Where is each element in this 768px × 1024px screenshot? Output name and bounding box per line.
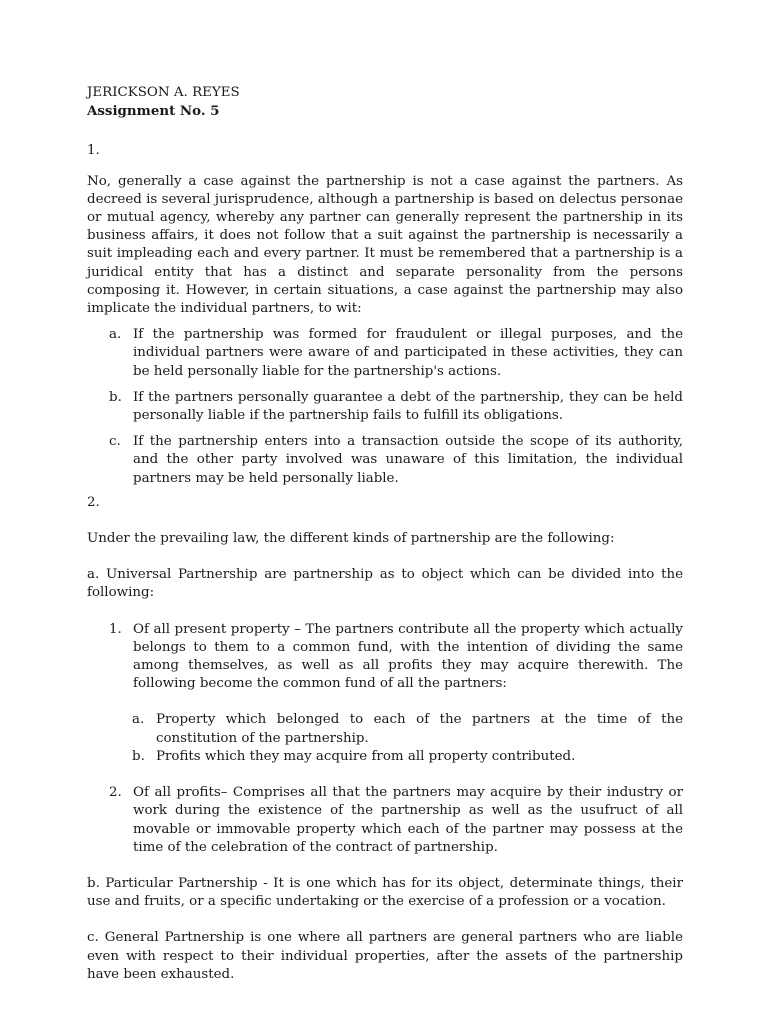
- question-1-list: [87, 326, 683, 488]
- universal-partnership-intro: a. Universal Partnership are partnership as to object which can be divided into the following:: [87, 567, 683, 601]
- document-page: [87, 84, 683, 984]
- list-item: [87, 711, 683, 747]
- particular-partnership: b. Particular Partnership - It is one which has for its object, determinate things, their use and fruits, or a specific undertaking or the exercise of a profession or a vocation.: [87, 875, 683, 910]
- list-item: [87, 433, 683, 488]
- list-marker: a.: [109, 327, 122, 343]
- question-1-intro: No, generally a case against the partnership is not a case against the partners. As decreed is several jurisprudence, although a partnership is based on delectus personae or mutual agency, whereby any partner can generally represent the partnership in its business affairs, it does not follow that a suit against the partnership is necessarily a suit impleading each and every partner. It must be remembered that a partnership is a juridical entity that has a distinct and separate personality from the persons composing it. However, in certain situations, a case against the partnership may also implicate the individual partners, to wit:: [87, 173, 683, 317]
- list-marker: b.: [132, 748, 145, 764]
- list-item-text: If the partners personally guarantee a debt of the partnership, they can be held personally liable if the partnership fails to fulfill its obligations.: [133, 389, 683, 424]
- question-1-number: 1.: [87, 143, 100, 159]
- general-partnership: c. General Partnership is one where all partners are general partners who are liable even with respect to their individual properties, after the assets of the partnership have been exhausted.: [87, 930, 683, 982]
- author-name: JERICKSON A. REYES: [87, 85, 240, 100]
- list-item: [87, 748, 683, 766]
- list-item: [87, 389, 683, 425]
- list-marker: 2.: [109, 785, 122, 801]
- list-item: [87, 784, 683, 857]
- list-item: [87, 621, 683, 766]
- assignment-title: Assignment No. 5: [87, 103, 220, 120]
- list-marker: b.: [109, 389, 122, 405]
- list-item-text: Profits which they may acquire from all property contributed.: [156, 748, 576, 764]
- question-2-intro: Under the prevailing law, the different kinds of partnership are the following:: [87, 531, 615, 547]
- list-item-text: If the partnership enters into a transaction outside the scope of its authority, and the other party involved was unaware of this limitation, the individual partners may be held personally liable.: [133, 434, 683, 486]
- list-marker: c.: [109, 434, 121, 450]
- list-marker: a.: [132, 712, 145, 728]
- universal-partnership-list: [87, 621, 683, 857]
- list-item-text: Property which belonged to each of the partners at the time of the constitution of the partnership.: [156, 712, 683, 746]
- list-item-text: If the partnership was formed for fraudulent or illegal purposes, and the individual partners were aware of and participated in these activities, they can be held personally liable for the partnership's actions.: [133, 327, 683, 379]
- list-item-text: Of all profits– Comprises all that the partners may acquire by their industry or work during the existence of the partnership as well as the usufruct of all movable or immovable property which each of the partner may possess at the time of the celebration of the contract of partnership.: [133, 785, 683, 855]
- list-item-text: Of all present property – The partners contribute all the property which actually belongs to them to a common fund, with the intention of dividing the same among themselves, as well as all profits they may acquire therewith. The following become the common fund of all the partners:: [133, 621, 683, 692]
- common-fund-list: [87, 711, 683, 766]
- question-2-number: 2.: [87, 494, 100, 510]
- list-item: [87, 326, 683, 381]
- list-marker: 1.: [109, 621, 122, 637]
